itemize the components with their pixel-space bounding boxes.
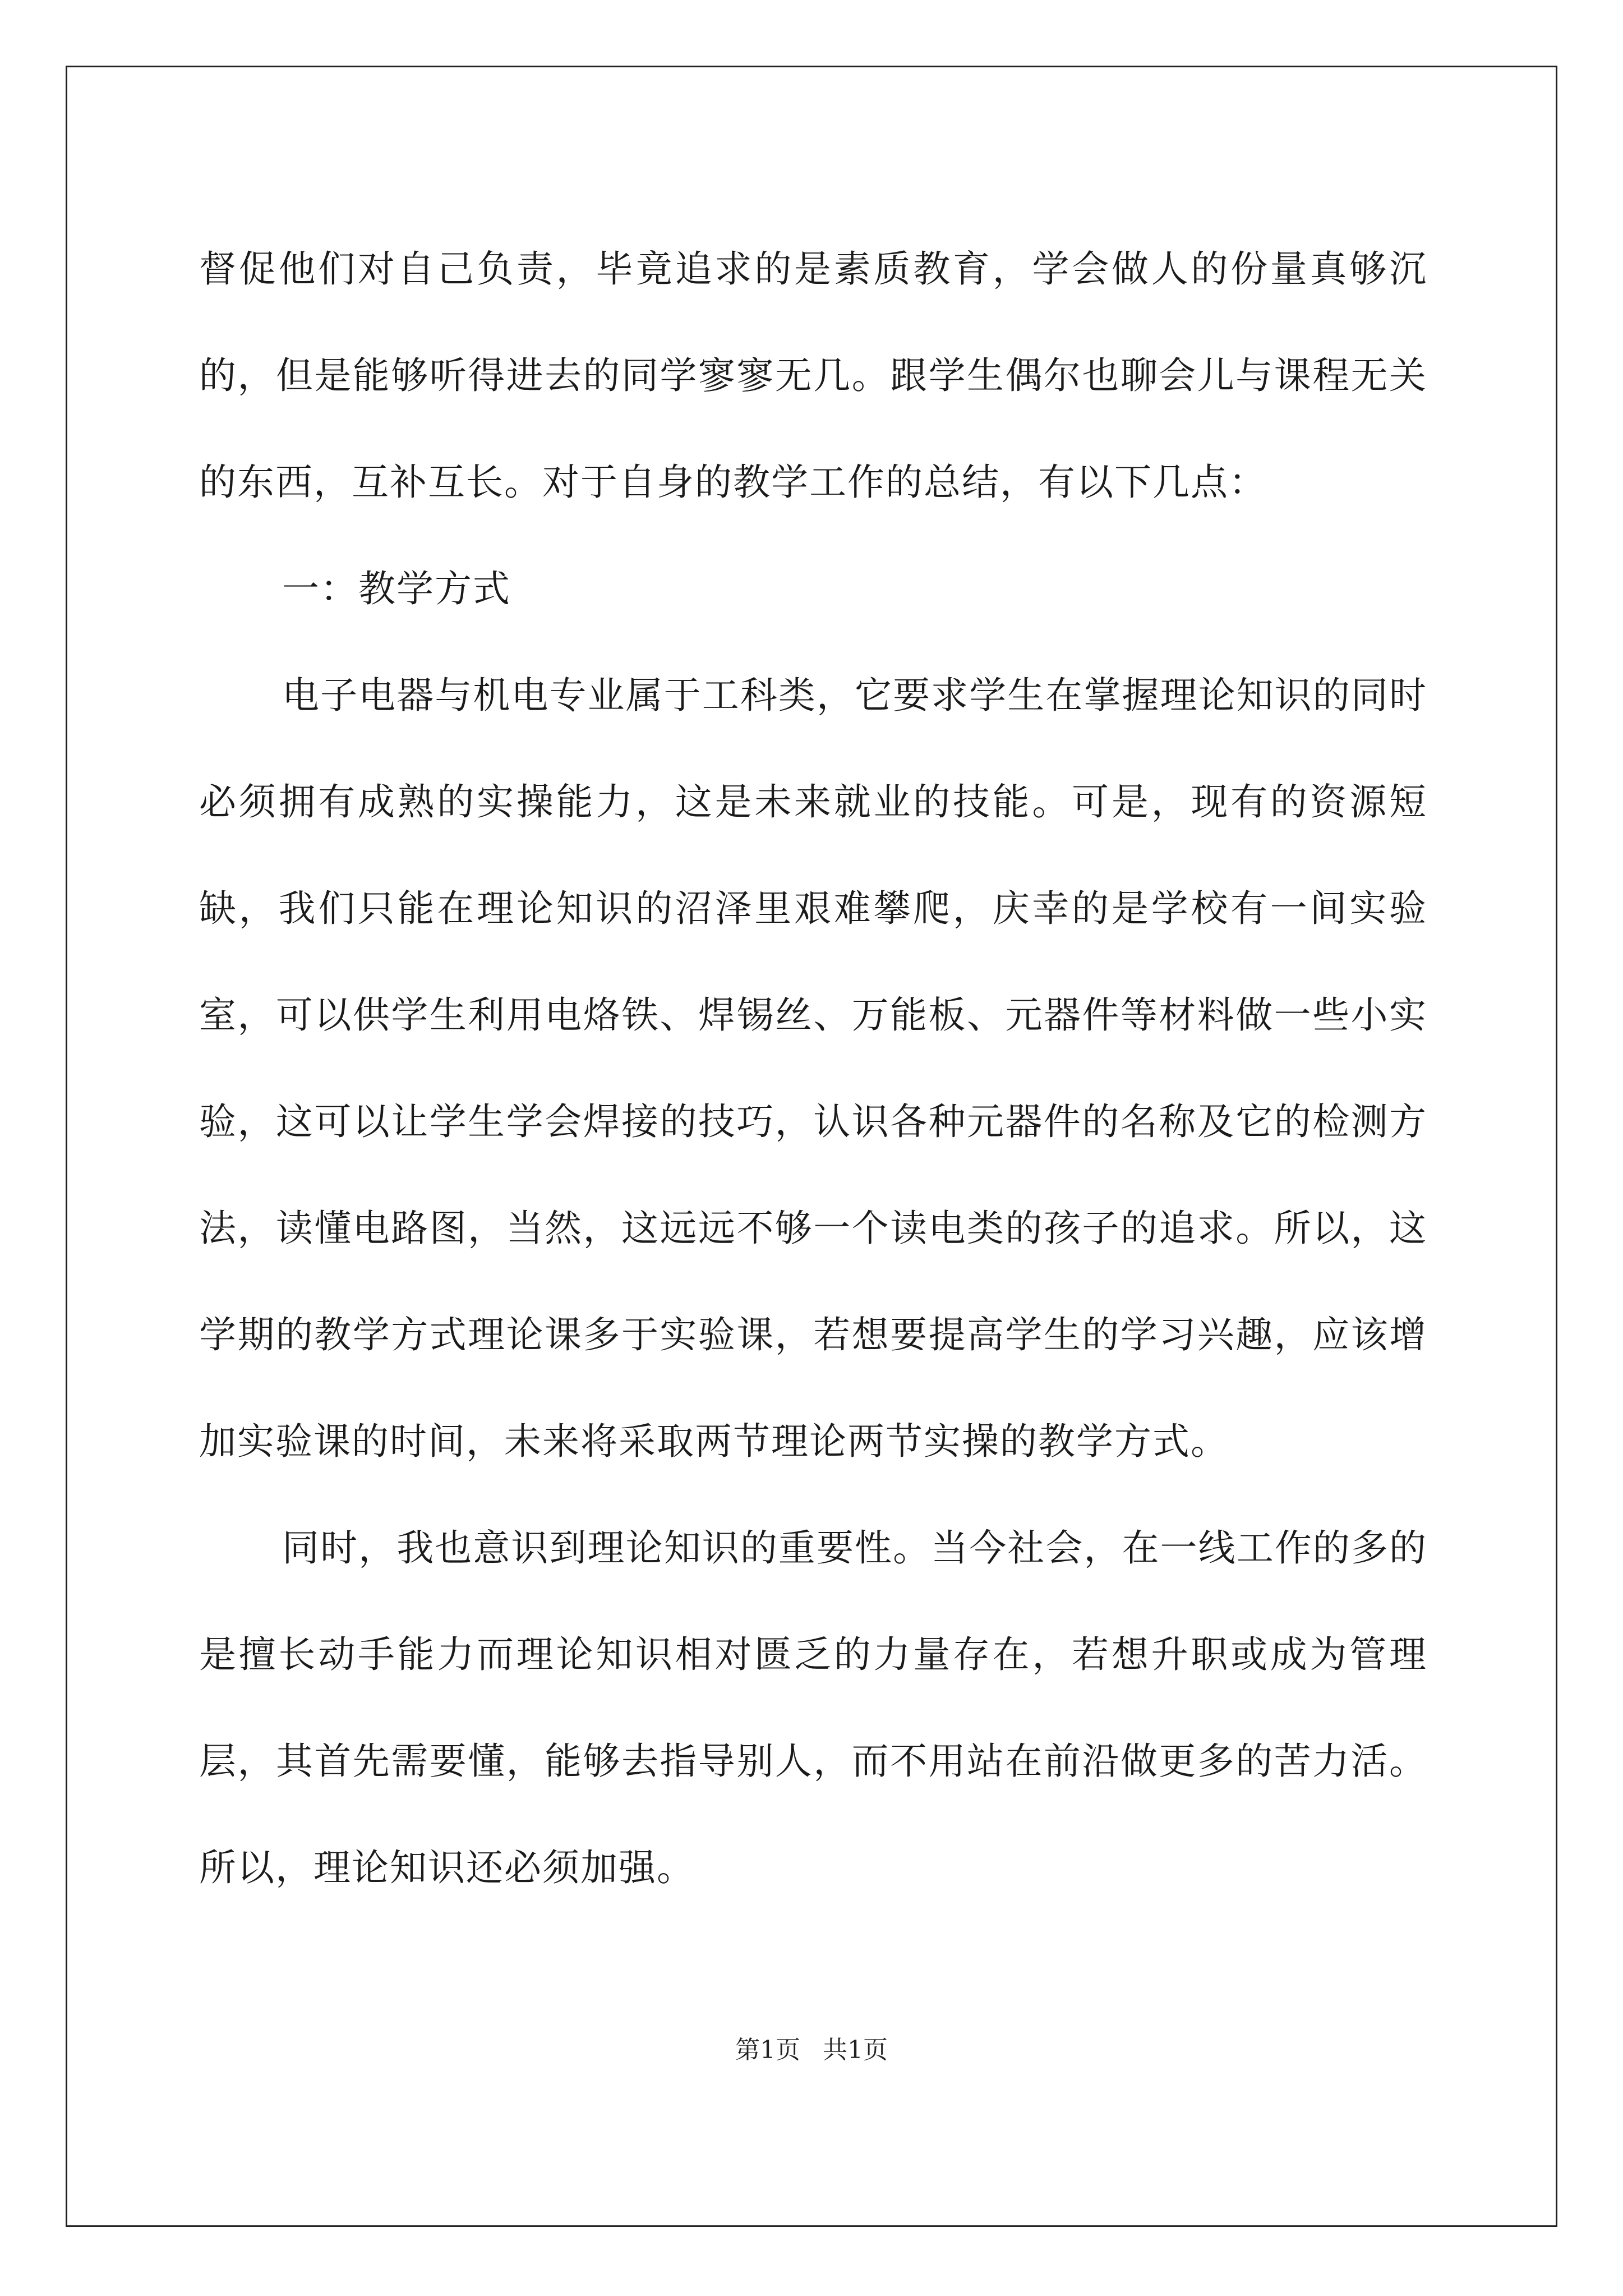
- page-footer: [0, 2033, 1623, 2067]
- page-total: 共1页: [823, 2036, 888, 2064]
- document-body: [199, 216, 1427, 1921]
- paragraph-continuation: 督促他们对自己负责，毕竟追求的是素质教育，学会做人的份量真够沉的，但是能够听得进去的同学寥寥无几。跟学生偶尔也聊会儿与课程无关的东西，互补互长。对于自身的教学工作的总结，有以下几点：: [199, 247, 1427, 504]
- page-number: 第1页: [735, 2036, 800, 2064]
- paragraph-teaching-method: 电子电器与机电专业属于工科类，它要求学生在掌握理论知识的同时必须拥有成熟的实操能力，这是未来就业的技能。可是，现有的资源短缺，我们只能在理论知识的沼泽里艰难攀爬，庆幸的是学校有一间实验室，可以供学生利用电烙铁、焊锡丝、万能板、元器件等材料做一些小实验，这可以让学生学会焊接的技巧，认识各种元器件的名称及它的检测方法，读懂电路图，当然，这远远不够一个读电类的孩子的追求。所以，这学期的教学方式理论课多于实验课，若想要提高学生的学习兴趣，应该增加实验课的时间，未来将采取两节理论两节实操的教学方式。: [199, 674, 1427, 1463]
- paragraph-theory-importance: 同时，我也意识到理论知识的重要性。当今社会，在一线工作的多的是擅长动手能力而理论知识相对匮乏的力量存在，若想升职或成为管理层，其首先需要懂，能够去指导别人，而不用站在前沿做更多的苦力活。所以，理论知识还必须加强。: [199, 1526, 1427, 1889]
- section-heading-teaching-method: 一：教学方式: [282, 567, 511, 610]
